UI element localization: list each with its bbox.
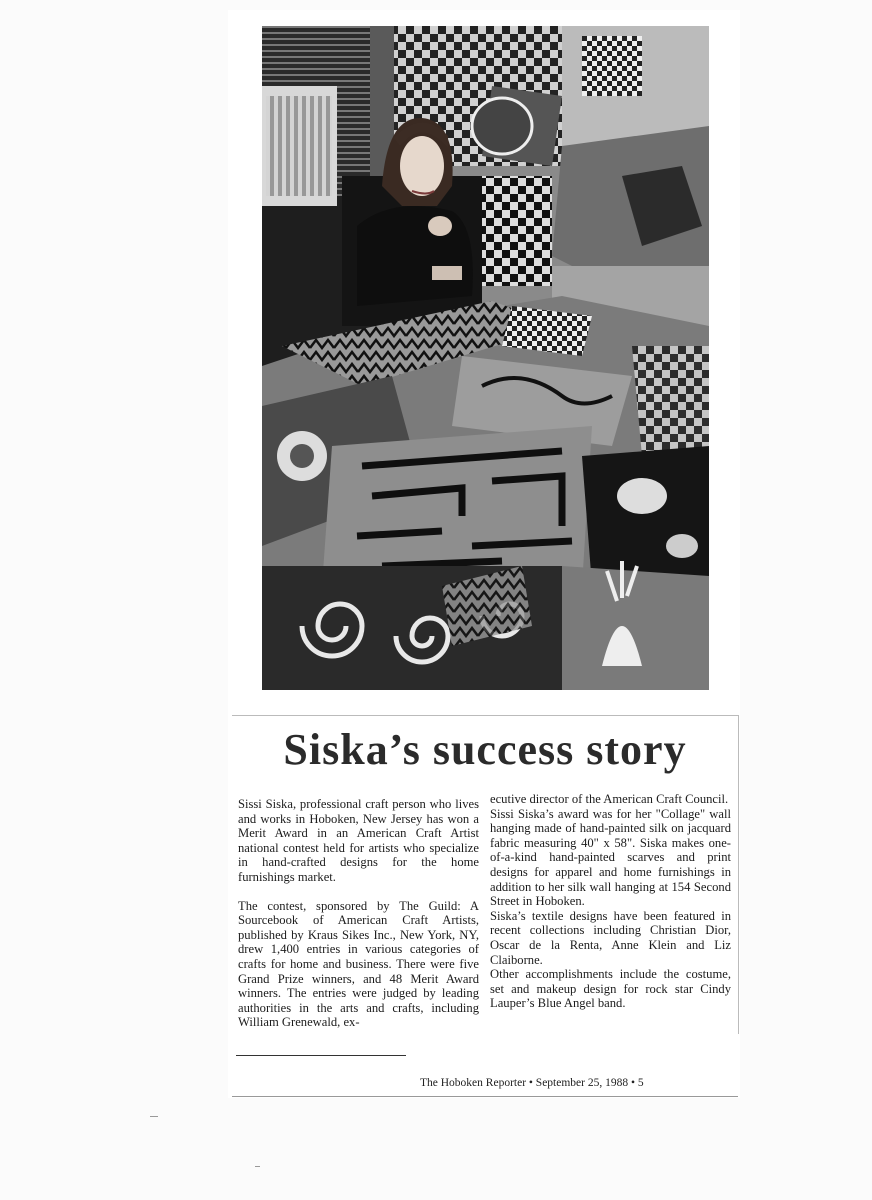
paragraph: Sissi Siska, professional craft person who lives and works in Hoboken, New Jersey has won a Merit Award in an American Craft Artist national contest held for artists who specialize in hand-crafted designs for the home furnishings market.: [238, 797, 479, 884]
woman-with-textiles-photo: [262, 26, 709, 690]
paragraph: Siska’s textile designs have been featured in recent collections including Christian Dior, Oscar de la Renta, Anne Klein and Liz Claiborne.: [490, 908, 731, 967]
paragraph: Other accomplishments include the costume, set and makeup design for rock star Cindy Lauper’s Blue Angel band.: [490, 967, 731, 1011]
article-column-2: [490, 792, 731, 1011]
paragraph: The contest, sponsored by The Guild: A Sourcebook of American Craft Artists, published by Kraus Sikes Inc., New York, NY, drew 1,400 entries in various categories of crafts for home and business. There were five Grand Prize winners, and 48 Merit Award winners. The entries were judged by leading authorities in the arts and crafts, including William Grenewald, ex-: [238, 898, 479, 1030]
article-column-1: [238, 797, 479, 1030]
paragraph: Sissi Siska’s award was for her "Collage" wall hanging made of hand-painted silk on jacquard fabric measuring 40" x 58". Siska makes one-of-a-kind hand-painted scarves and print designs for apparel and home furnishings in addition to her silk wall hanging at 154 Second Street in Hoboken.: [490, 806, 731, 909]
headline: Siska’s success story: [283, 725, 687, 774]
footer-credit: The Hoboken Reporter • September 25, 1988 • 5: [420, 1077, 644, 1089]
photo-illustration: [262, 26, 709, 690]
paragraph: ecutive director of the American Craft Council.: [490, 792, 729, 806]
divider-rule: [236, 1055, 406, 1056]
scan-speck: [150, 1116, 158, 1117]
scan-speck: [255, 1166, 260, 1167]
bottom-rule: [232, 1096, 738, 1097]
